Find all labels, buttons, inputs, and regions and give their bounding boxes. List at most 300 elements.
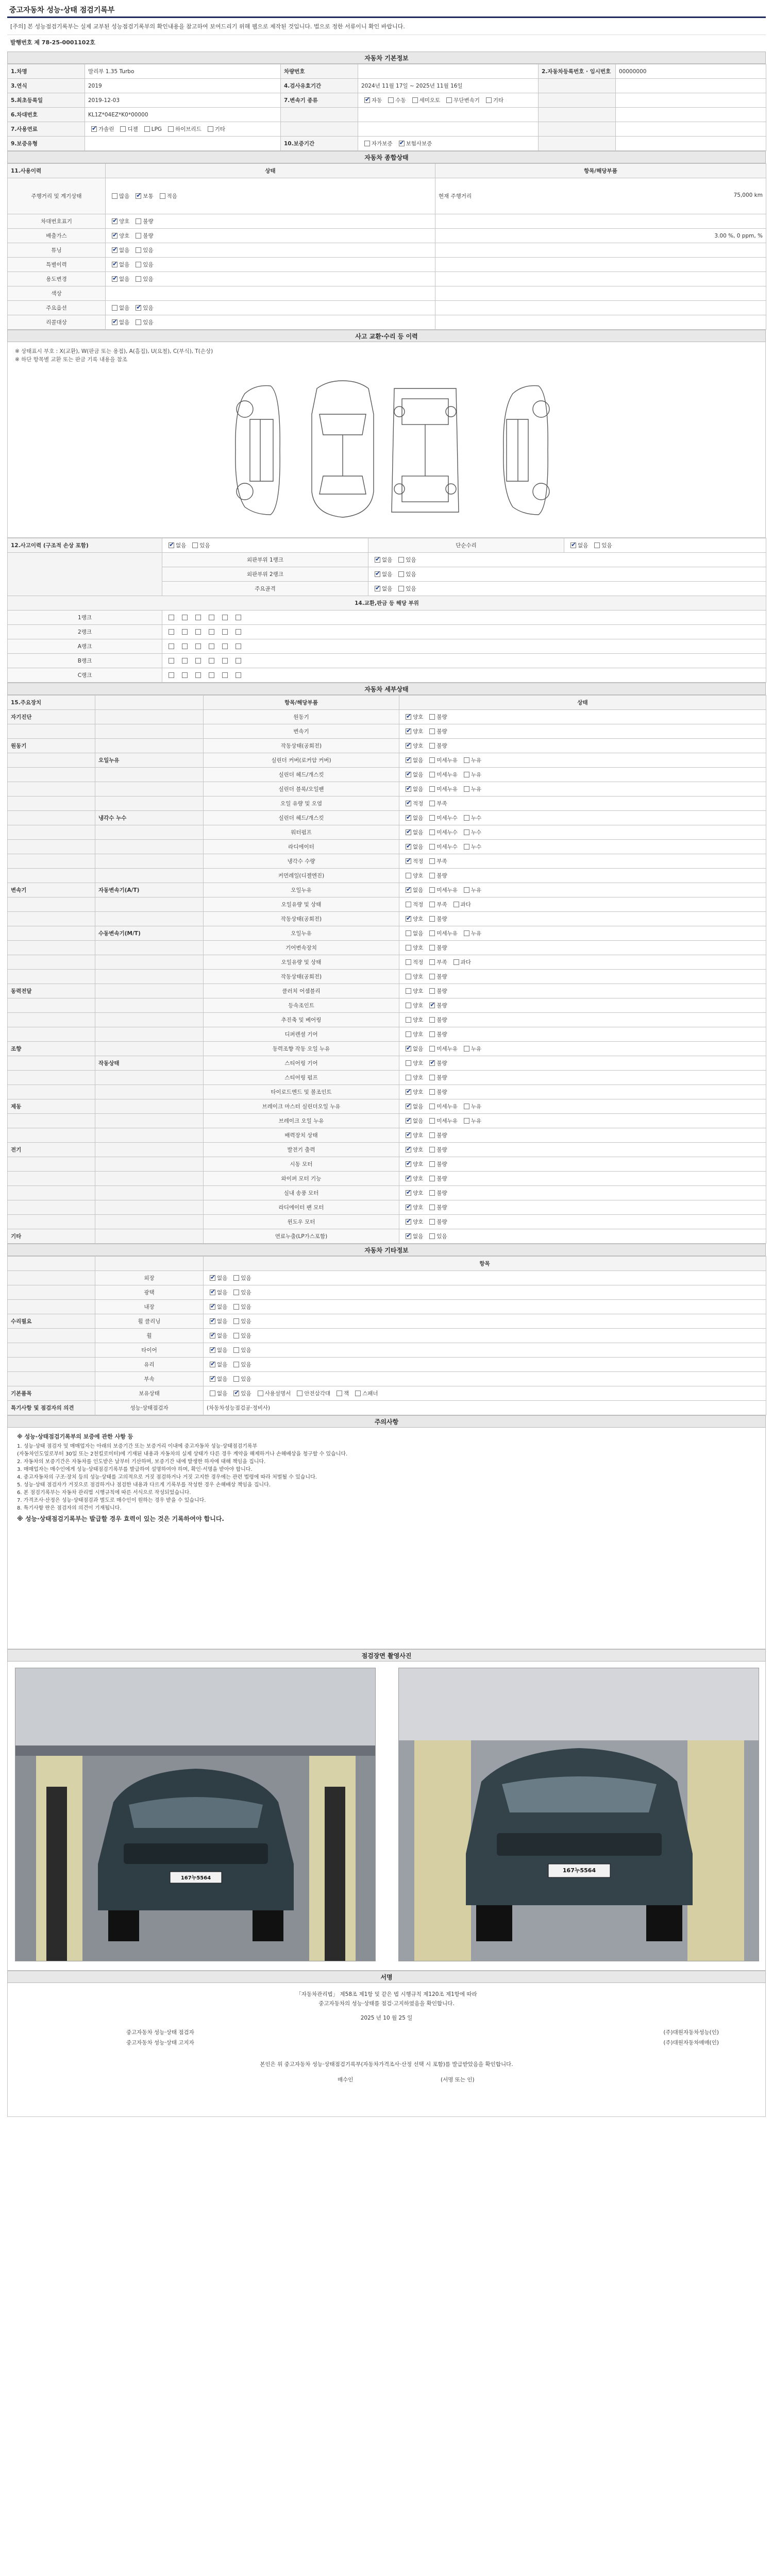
checkbox-box[interactable] [169, 658, 174, 664]
checkbox-box[interactable] [429, 728, 435, 734]
checkbox-box[interactable] [136, 319, 141, 325]
panel-checkbox[interactable] [192, 615, 203, 621]
detail-state-option[interactable] [402, 757, 423, 764]
checkbox-box[interactable] [160, 193, 165, 199]
checkbox-box[interactable] [406, 873, 411, 878]
panel-checkbox[interactable] [179, 658, 189, 664]
checkbox-box[interactable] [406, 1233, 411, 1239]
checkbox-box[interactable] [453, 902, 459, 907]
detail-state-option[interactable] [426, 829, 458, 836]
other-state-option[interactable] [230, 1304, 251, 1310]
detail-state-option[interactable] [426, 844, 458, 850]
other-state-option[interactable] [207, 1290, 227, 1296]
detail-state-option[interactable] [426, 1075, 447, 1081]
detail-state-option[interactable] [461, 887, 481, 893]
checkbox-box[interactable] [464, 1104, 469, 1109]
checkbox-box[interactable] [406, 1003, 411, 1008]
other-state-option[interactable] [207, 1333, 227, 1339]
detail-state-option[interactable] [426, 786, 458, 792]
detail-state-option[interactable] [426, 858, 447, 865]
checkbox-box[interactable] [236, 658, 241, 664]
checkbox-box[interactable] [169, 643, 174, 649]
fuel-option[interactable] [205, 126, 225, 132]
detail-state-option[interactable] [402, 1003, 423, 1009]
other-state-option[interactable] [207, 1304, 227, 1310]
checkbox-box[interactable] [464, 829, 469, 835]
checkbox-box[interactable] [464, 815, 469, 821]
checkbox-box[interactable] [406, 902, 411, 907]
detail-state-option[interactable] [402, 902, 423, 908]
detail-state-option[interactable] [402, 786, 423, 792]
detail-state-option[interactable] [450, 959, 471, 965]
checkbox-box[interactable] [429, 1017, 435, 1023]
checkbox-box[interactable] [112, 319, 117, 325]
checkbox-box[interactable] [297, 1391, 303, 1396]
detail-state-option[interactable] [402, 1219, 423, 1225]
fuel-option[interactable] [165, 126, 201, 132]
checkbox-box[interactable] [222, 643, 228, 649]
detail-state-option[interactable] [402, 1176, 423, 1182]
checkbox-box[interactable] [406, 974, 411, 979]
detail-state-option[interactable] [426, 1219, 447, 1225]
detail-state-option[interactable] [402, 1147, 423, 1153]
detail-state-option[interactable] [426, 902, 447, 908]
yes-no-option[interactable] [395, 557, 416, 563]
basic-item-option[interactable] [230, 1391, 251, 1397]
detail-state-option[interactable] [426, 1031, 447, 1038]
yes-no-option[interactable] [372, 557, 392, 563]
detail-state-option[interactable] [426, 1046, 458, 1052]
checkbox-box[interactable] [222, 672, 228, 678]
detail-state-option[interactable] [402, 959, 423, 965]
fuel-option[interactable] [117, 126, 138, 132]
detail-state-option[interactable] [402, 714, 423, 720]
checkbox-box[interactable] [412, 97, 418, 103]
checkbox-box[interactable] [406, 757, 411, 763]
panel-checkbox[interactable] [232, 629, 243, 635]
checkbox-box[interactable] [429, 743, 435, 749]
detail-state-option[interactable] [402, 974, 423, 980]
detail-state-option[interactable] [461, 757, 481, 764]
checkbox-box[interactable] [406, 1046, 411, 1052]
warranty-option[interactable] [361, 141, 393, 147]
emission-option[interactable] [109, 233, 129, 239]
checkbox-box[interactable] [136, 305, 141, 311]
checkbox-box[interactable] [209, 672, 214, 678]
panel-checkbox[interactable] [232, 615, 243, 621]
checkbox-box[interactable] [112, 276, 117, 282]
checkbox-box[interactable] [406, 714, 411, 720]
other-state-option[interactable] [230, 1318, 251, 1325]
checkbox-box[interactable] [210, 1391, 215, 1396]
checkbox-box[interactable] [182, 615, 188, 620]
panel-checkbox[interactable] [206, 629, 216, 635]
checkbox-box[interactable] [406, 959, 411, 965]
yes-no-option[interactable] [395, 571, 416, 578]
other-state-option[interactable] [230, 1376, 251, 1382]
checkbox-box[interactable] [406, 1060, 411, 1066]
checkbox-box[interactable] [594, 543, 600, 548]
detail-state-option[interactable] [461, 772, 481, 778]
checkbox-box[interactable] [375, 571, 380, 577]
other-state-option[interactable] [207, 1318, 227, 1325]
yes-no-option[interactable] [109, 247, 129, 253]
panel-checkbox[interactable] [165, 629, 176, 635]
checkbox-box[interactable] [464, 930, 469, 936]
detail-state-option[interactable] [426, 772, 458, 778]
detail-state-option[interactable] [426, 974, 447, 980]
checkbox-box[interactable] [429, 1046, 435, 1052]
checkbox-box[interactable] [429, 786, 435, 792]
checkbox-box[interactable] [169, 615, 174, 620]
checkbox-box[interactable] [222, 658, 228, 664]
other-state-option[interactable] [230, 1275, 251, 1281]
mileage-option[interactable] [132, 193, 153, 199]
checkbox-box[interactable] [258, 1391, 263, 1396]
checkbox-box[interactable] [406, 988, 411, 994]
panel-checkbox[interactable] [192, 643, 203, 650]
checkbox-box[interactable] [429, 829, 435, 835]
checkbox-box[interactable] [429, 887, 435, 893]
checkbox-box[interactable] [222, 615, 228, 620]
other-state-option[interactable] [207, 1347, 227, 1353]
checkbox-box[interactable] [398, 571, 404, 577]
checkbox-box[interactable] [233, 1333, 239, 1338]
panel-checkbox[interactable] [206, 615, 216, 621]
checkbox-box[interactable] [398, 557, 404, 563]
detail-state-option[interactable] [426, 1089, 447, 1095]
checkbox-box[interactable] [429, 974, 435, 979]
checkbox-box[interactable] [406, 844, 411, 850]
checkbox-box[interactable] [210, 1304, 215, 1310]
checkbox-box[interactable] [388, 97, 394, 103]
panel-checkbox[interactable] [179, 629, 189, 635]
checkbox-box[interactable] [209, 615, 214, 620]
fuel-option[interactable] [141, 126, 162, 132]
checkbox-box[interactable] [233, 1290, 239, 1295]
yes-no-option[interactable] [132, 319, 153, 326]
checkbox-box[interactable] [406, 1161, 411, 1167]
yes-no-option[interactable] [132, 262, 153, 268]
other-state-option[interactable] [230, 1333, 251, 1339]
detail-state-option[interactable] [461, 844, 481, 850]
detail-state-option[interactable] [461, 930, 481, 937]
checkbox-box[interactable] [429, 1060, 435, 1066]
checkbox-box[interactable] [406, 1190, 411, 1196]
detail-state-option[interactable] [426, 1003, 447, 1009]
checkbox-box[interactable] [429, 1205, 435, 1210]
emission-option[interactable] [132, 233, 153, 239]
detail-state-option[interactable] [426, 916, 447, 922]
other-state-option[interactable] [207, 1362, 227, 1368]
checkbox-box[interactable] [429, 1132, 435, 1138]
detail-state-option[interactable] [426, 1118, 458, 1124]
checkbox-box[interactable] [169, 629, 174, 635]
detail-state-option[interactable] [426, 959, 447, 965]
panel-checkbox[interactable] [219, 615, 229, 621]
checkbox-box[interactable] [406, 801, 411, 806]
detail-state-option[interactable] [426, 1132, 447, 1139]
checkbox-box[interactable] [406, 1075, 411, 1080]
checkbox-box[interactable] [375, 586, 380, 591]
checkbox-box[interactable] [429, 801, 435, 806]
panel-checkbox[interactable] [192, 672, 203, 679]
checkbox-box[interactable] [429, 1104, 435, 1109]
basic-item-option[interactable] [294, 1391, 330, 1397]
checkbox-box[interactable] [429, 1176, 435, 1181]
checkbox-box[interactable] [429, 1219, 435, 1225]
checkbox-box[interactable] [429, 873, 435, 878]
checkbox-box[interactable] [406, 916, 411, 922]
yes-no-option[interactable] [132, 247, 153, 253]
checkbox-box[interactable] [112, 247, 117, 253]
detail-state-option[interactable] [402, 858, 423, 865]
detail-state-option[interactable] [426, 815, 458, 821]
detail-state-option[interactable] [402, 1046, 423, 1052]
panel-checkbox[interactable] [192, 658, 203, 664]
yes-no-option[interactable] [109, 305, 129, 311]
checkbox-box[interactable] [233, 1275, 239, 1281]
checkbox-box[interactable] [429, 714, 435, 720]
panel-checkbox[interactable] [179, 615, 189, 621]
checkbox-box[interactable] [91, 126, 97, 132]
checkbox-box[interactable] [112, 262, 117, 267]
checkbox-box[interactable] [464, 772, 469, 777]
transmission-option[interactable] [409, 97, 441, 104]
basic-item-option[interactable] [207, 1391, 227, 1397]
detail-state-option[interactable] [426, 945, 447, 951]
other-state-option[interactable] [230, 1362, 251, 1368]
checkbox-box[interactable] [168, 126, 174, 132]
checkbox-box[interactable] [570, 543, 576, 548]
detail-state-option[interactable] [402, 1205, 423, 1211]
panel-checkbox[interactable] [179, 643, 189, 650]
checkbox-box[interactable] [209, 629, 214, 635]
checkbox-box[interactable] [364, 97, 370, 103]
checkbox-box[interactable] [355, 1391, 361, 1396]
detail-state-option[interactable] [426, 887, 458, 893]
checkbox-box[interactable] [169, 543, 174, 548]
detail-state-option[interactable] [450, 902, 471, 908]
detail-state-option[interactable] [402, 844, 423, 850]
basic-item-option[interactable] [255, 1391, 291, 1397]
vin-option[interactable] [109, 218, 129, 225]
checkbox-box[interactable] [429, 902, 435, 907]
checkbox-box[interactable] [222, 629, 228, 635]
checkbox-box[interactable] [406, 945, 411, 951]
panel-checkbox[interactable] [165, 615, 176, 621]
checkbox-box[interactable] [192, 543, 198, 548]
panel-checkbox[interactable] [219, 658, 229, 664]
panel-checkbox[interactable] [206, 643, 216, 650]
other-state-option[interactable] [230, 1290, 251, 1296]
detail-state-option[interactable] [402, 1233, 423, 1240]
detail-state-option[interactable] [402, 916, 423, 922]
detail-state-option[interactable] [426, 801, 447, 807]
checkbox-box[interactable] [182, 643, 188, 649]
panel-checkbox[interactable] [219, 672, 229, 679]
panel-checkbox[interactable] [206, 658, 216, 664]
checkbox-box[interactable] [136, 193, 141, 199]
yes-no-option[interactable] [567, 543, 588, 549]
checkbox-box[interactable] [464, 1046, 469, 1052]
detail-state-option[interactable] [426, 1190, 447, 1196]
yes-no-option[interactable] [189, 543, 210, 549]
fuel-option[interactable] [88, 126, 114, 132]
yes-no-option[interactable] [591, 543, 612, 549]
checkbox-box[interactable] [406, 1205, 411, 1210]
transmission-option[interactable] [443, 97, 480, 104]
detail-state-option[interactable] [426, 714, 447, 720]
detail-state-option[interactable] [426, 1017, 447, 1023]
detail-state-option[interactable] [426, 743, 447, 749]
detail-state-option[interactable] [426, 728, 447, 735]
checkbox-box[interactable] [406, 887, 411, 893]
checkbox-box[interactable] [406, 728, 411, 734]
checkbox-box[interactable] [195, 629, 201, 635]
checkbox-box[interactable] [337, 1391, 342, 1396]
detail-state-option[interactable] [402, 1017, 423, 1023]
checkbox-box[interactable] [406, 1089, 411, 1095]
checkbox-box[interactable] [429, 772, 435, 777]
detail-state-option[interactable] [426, 930, 458, 937]
checkbox-box[interactable] [233, 1362, 239, 1367]
checkbox-box[interactable] [112, 233, 117, 239]
checkbox-box[interactable] [429, 930, 435, 936]
detail-state-option[interactable] [402, 1161, 423, 1167]
checkbox-box[interactable] [429, 1089, 435, 1095]
panel-checkbox[interactable] [206, 672, 216, 679]
other-state-option[interactable] [230, 1347, 251, 1353]
checkbox-box[interactable] [210, 1362, 215, 1367]
checkbox-box[interactable] [429, 1161, 435, 1167]
detail-state-option[interactable] [461, 1118, 481, 1124]
detail-state-option[interactable] [402, 743, 423, 749]
checkbox-box[interactable] [169, 672, 174, 678]
checkbox-box[interactable] [429, 1118, 435, 1124]
checkbox-box[interactable] [136, 218, 141, 224]
checkbox-box[interactable] [429, 858, 435, 864]
checkbox-box[interactable] [144, 126, 150, 132]
checkbox-box[interactable] [429, 815, 435, 821]
checkbox-box[interactable] [112, 305, 117, 311]
detail-state-option[interactable] [461, 815, 481, 821]
checkbox-box[interactable] [112, 218, 117, 224]
checkbox-box[interactable] [210, 1347, 215, 1353]
yes-no-option[interactable] [165, 543, 186, 549]
checkbox-box[interactable] [464, 1118, 469, 1124]
checkbox-box[interactable] [406, 815, 411, 821]
yes-no-option[interactable] [132, 305, 153, 311]
detail-state-option[interactable] [402, 829, 423, 836]
checkbox-box[interactable] [208, 126, 213, 132]
checkbox-box[interactable] [364, 141, 370, 146]
checkbox-box[interactable] [236, 643, 241, 649]
checkbox-box[interactable] [406, 930, 411, 936]
detail-state-option[interactable] [402, 801, 423, 807]
yes-no-option[interactable] [372, 571, 392, 578]
detail-state-option[interactable] [402, 945, 423, 951]
panel-checkbox[interactable] [219, 629, 229, 635]
yes-no-option[interactable] [109, 319, 129, 326]
checkbox-box[interactable] [464, 844, 469, 850]
checkbox-box[interactable] [209, 643, 214, 649]
detail-state-option[interactable] [426, 873, 447, 879]
checkbox-box[interactable] [209, 658, 214, 664]
checkbox-box[interactable] [406, 1132, 411, 1138]
checkbox-box[interactable] [429, 988, 435, 994]
detail-state-option[interactable] [402, 1060, 423, 1066]
checkbox-box[interactable] [406, 1219, 411, 1225]
checkbox-box[interactable] [406, 1176, 411, 1181]
checkbox-box[interactable] [236, 672, 241, 678]
checkbox-box[interactable] [406, 743, 411, 749]
detail-state-option[interactable] [402, 815, 423, 821]
checkbox-box[interactable] [429, 916, 435, 922]
checkbox-box[interactable] [195, 615, 201, 620]
checkbox-box[interactable] [429, 1190, 435, 1196]
checkbox-box[interactable] [429, 1233, 435, 1239]
yes-no-option[interactable] [109, 262, 129, 268]
checkbox-box[interactable] [136, 233, 141, 239]
checkbox-box[interactable] [429, 959, 435, 965]
checkbox-box[interactable] [446, 97, 452, 103]
checkbox-box[interactable] [210, 1318, 215, 1324]
transmission-option[interactable] [361, 97, 382, 104]
detail-state-option[interactable] [402, 930, 423, 937]
yes-no-option[interactable] [395, 586, 416, 592]
transmission-option[interactable] [385, 97, 406, 104]
detail-state-option[interactable] [402, 1190, 423, 1196]
checkbox-box[interactable] [233, 1376, 239, 1382]
warranty-option[interactable] [396, 141, 432, 147]
checkbox-box[interactable] [375, 557, 380, 563]
checkbox-box[interactable] [233, 1347, 239, 1353]
detail-state-option[interactable] [402, 1118, 423, 1124]
checkbox-box[interactable] [233, 1304, 239, 1310]
checkbox-box[interactable] [120, 126, 126, 132]
checkbox-box[interactable] [406, 786, 411, 792]
detail-state-option[interactable] [426, 1233, 447, 1240]
checkbox-box[interactable] [182, 672, 188, 678]
checkbox-box[interactable] [112, 193, 117, 199]
checkbox-box[interactable] [210, 1333, 215, 1338]
checkbox-box[interactable] [406, 858, 411, 864]
checkbox-box[interactable] [429, 757, 435, 763]
checkbox-box[interactable] [406, 1147, 411, 1153]
checkbox-box[interactable] [406, 1104, 411, 1109]
checkbox-box[interactable] [233, 1391, 239, 1396]
other-state-option[interactable] [207, 1275, 227, 1281]
detail-state-option[interactable] [426, 1147, 447, 1153]
panel-checkbox[interactable] [165, 672, 176, 679]
checkbox-box[interactable] [486, 97, 492, 103]
panel-checkbox[interactable] [192, 629, 203, 635]
yes-no-option[interactable] [109, 276, 129, 282]
panel-checkbox[interactable] [179, 672, 189, 679]
detail-state-option[interactable] [461, 1104, 481, 1110]
detail-state-option[interactable] [402, 1132, 423, 1139]
mileage-option[interactable] [157, 193, 177, 199]
checkbox-box[interactable] [236, 615, 241, 620]
checkbox-box[interactable] [429, 1003, 435, 1008]
checkbox-box[interactable] [136, 276, 141, 282]
checkbox-box[interactable] [406, 1118, 411, 1124]
checkbox-box[interactable] [399, 141, 405, 146]
checkbox-box[interactable] [136, 247, 141, 253]
checkbox-box[interactable] [210, 1376, 215, 1382]
detail-state-option[interactable] [402, 1031, 423, 1038]
